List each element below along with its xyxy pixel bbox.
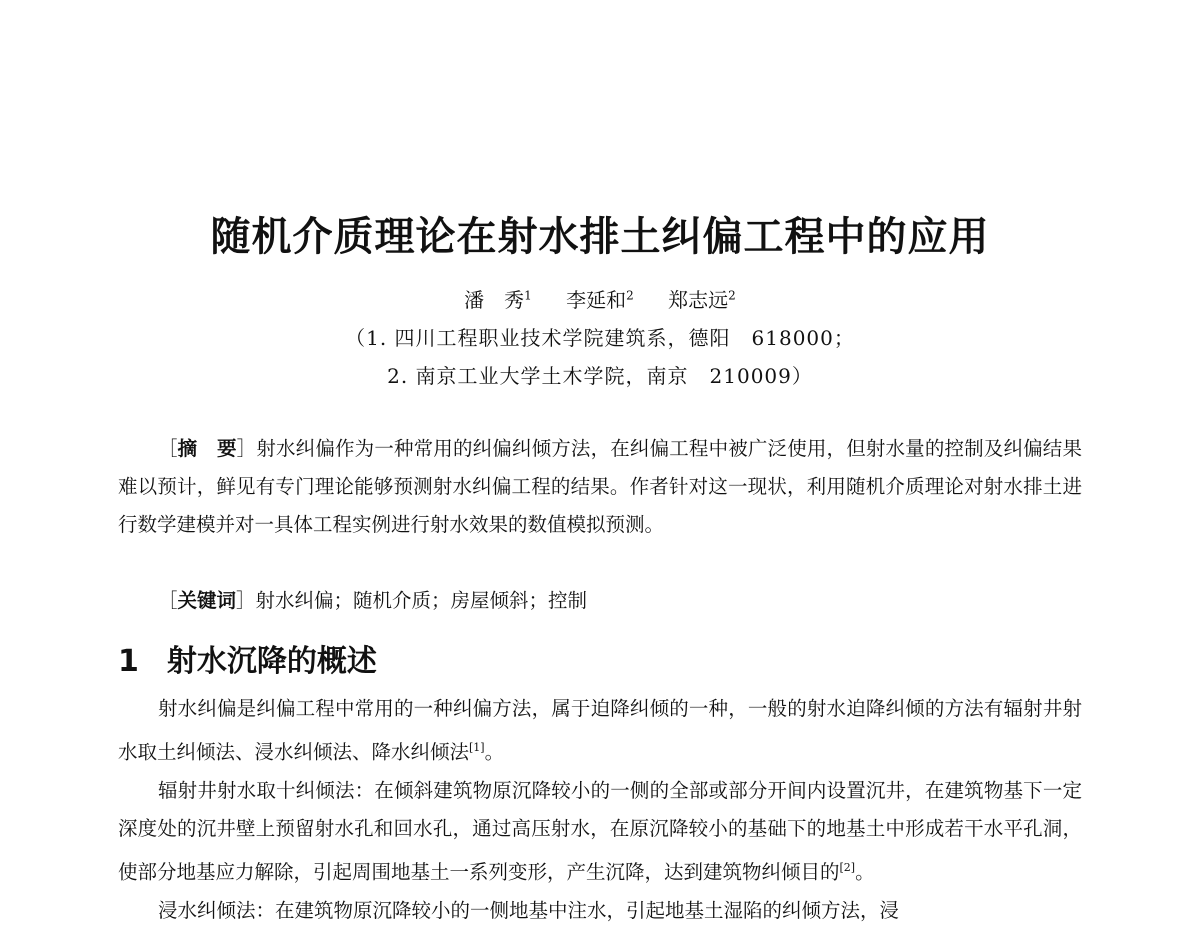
keywords-text: 射水纠偏；随机介质；房屋倾斜；控制 [255, 589, 588, 612]
paper-title: 随机介质理论在射水排土纠偏工程中的应用 [210, 214, 990, 260]
keywords: ［关键词］射水纠偏；随机介质；房屋倾斜；控制 [158, 589, 588, 612]
citation: [1] [469, 740, 485, 754]
section-title: 射水沉降的概述 [166, 644, 377, 679]
paragraph: 射水纠偏是纠偏工程中常用的一种纠偏方法，属于迫降纠倾的一种，一般的射水迫降纠倾的方法有辐射井射水取土纠倾法、浸水纠倾法、降水纠倾法[1]。 [118, 697, 1082, 763]
keywords-label: 关键词 [177, 589, 237, 612]
abstract [118, 430, 1082, 544]
paragraph: 辐射井射水取十纠倾法：在倾斜建筑物原沉降较小的一侧的全部或部分开间内设置沉井，在建筑物基下一定深度处的沉井壁上预留射水孔和回水孔，通过高压射水，在原沉降较小的基础下的地基土中形成若干水平孔洞，使部分地基应力解除，引起周围地基土一系列变形，产生沉降，达到建筑物纠倾目的[2]。 [118, 778, 1082, 883]
author: 郑志远$^2$ [668, 288, 736, 312]
abstract-text: 射水纠偏作为一种常用的纠偏纠倾方法，在纠偏工程中被广泛使用，但射水量的控制及纠偏结果难以预计，鲜见有专门理论能够预测射水纠偏工程的结果。作者针对这一现状，利用随机介质理论对射水排土进行数学建模并对一具体工程实例进行射水效果的数值模拟预测。 [118, 437, 1082, 536]
citation: [2] [839, 860, 856, 874]
abstract-bracket-close: ］ [236, 437, 257, 460]
section-body [118, 690, 1082, 930]
affiliation-2: 2. 南京工业大学土木学院，南京 210009） [387, 364, 813, 388]
author: 潘 秀$^1$ [464, 288, 532, 312]
section-heading [118, 636, 377, 680]
author-list [0, 284, 1200, 313]
author: 李延和$^2$ [566, 288, 634, 312]
abstract-label: 摘 要 [177, 437, 237, 460]
section-number: 1 [118, 644, 139, 679]
abstract-bracket-open: ［ [158, 437, 178, 460]
affiliation-1: （1. 四川工程职业技术学院建筑系，德阳 618000； [345, 326, 855, 350]
paragraph: 浸水纠倾法：在建筑物原沉降较小的一侧地基中注水，引起地基土湿陷的纠倾方法，浸 [158, 898, 900, 922]
